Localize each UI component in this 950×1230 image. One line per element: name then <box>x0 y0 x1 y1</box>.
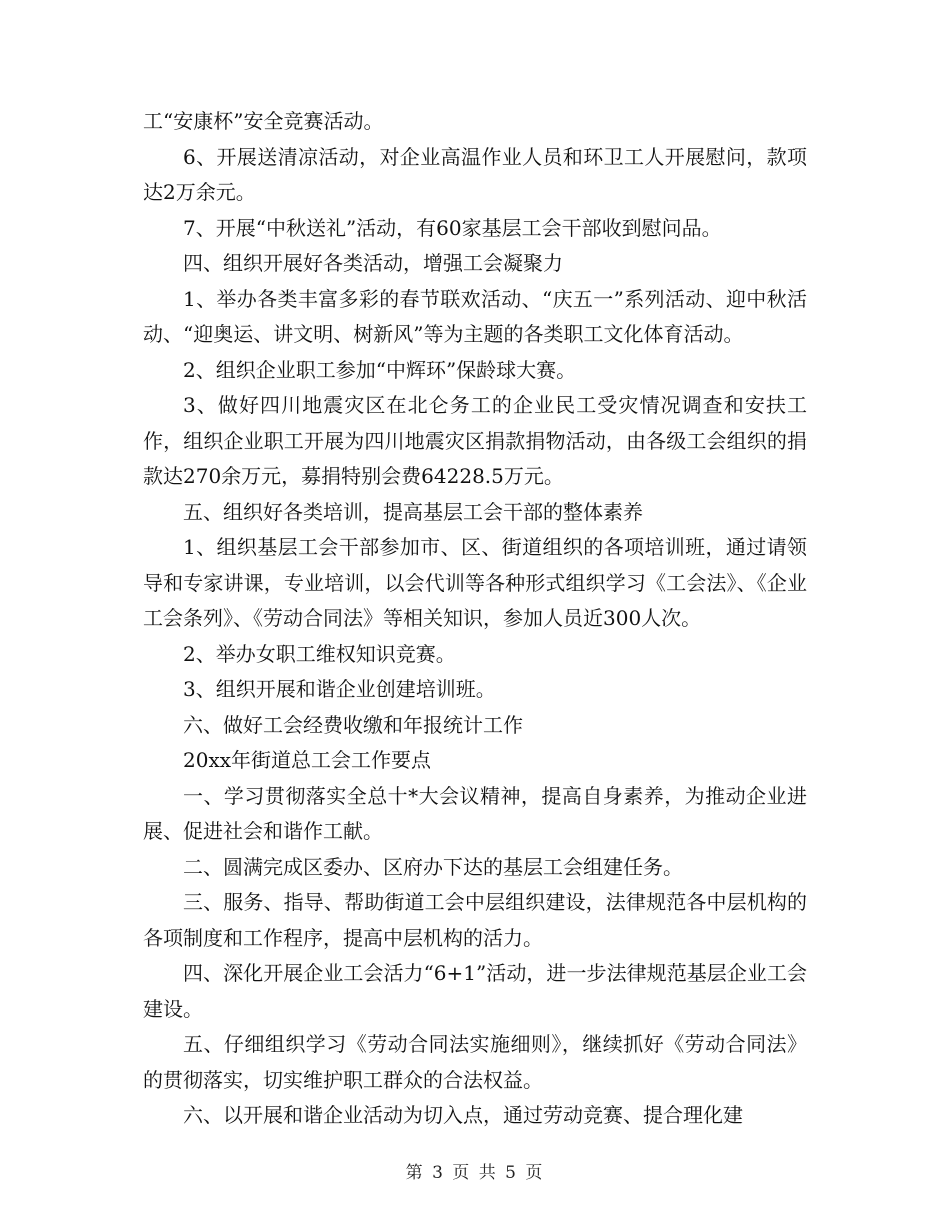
document-body <box>143 104 807 1134</box>
section-heading: 五、组织好各类培训，提高基层工会干部的整体素养 <box>183 499 643 524</box>
paragraph: 1、举办各类丰富多彩的春节联欢活动、“庆五一”系列活动、迎中秋活动、“迎奥运、讲文明、树新风”等为主题的各类职工文化体育活动。 <box>143 286 807 346</box>
section-heading: 六、做好工会经费收缴和年报统计工作 <box>183 712 523 737</box>
paragraph: 三、服务、指导、帮助街道工会中层组织建设，法律规范各中层机构的各项制度和工作程序，提高中层机构的活力。 <box>143 890 807 950</box>
section-heading: 四、组织开展好各类活动，增强工会凝聚力 <box>183 251 563 275</box>
paragraph: 六、以开展和谐企业活动为切入点，通过劳动竞赛、提合理化建 <box>183 1103 743 1127</box>
document-subtitle: 20xx年街道总工会工作要点 <box>183 748 432 772</box>
paragraph: 1、组织基层工会干部参加市、区、街道组织的各项培训班，通过请领导和专家讲课，专业培训，以会代训等各种形式组织学习《工会法》、《企业工会条列》、《劳动合同法》等相关知识，参加人员近300人次。 <box>143 535 807 630</box>
paragraph: 五、仔细组织学习《劳动合同法实施细则》，继续抓好《劳动合同法》的贯彻落实，切实维护职工群众的合法权益。 <box>143 1032 807 1092</box>
paragraph: 3、组织开展和谐企业创建培训班。 <box>183 677 496 701</box>
paragraph: 2、举办女职工维权知识竞赛。 <box>183 641 456 666</box>
paragraph: 一、学习贯彻落实全总十*大会议精神，提高自身素养，为推动企业进展、促进社会和谐作工献。 <box>143 783 807 843</box>
paragraph: 工“安康杯”安全竞赛活动。 <box>143 109 384 133</box>
paragraph: 2、组织企业职工参加“中辉环”保龄球大赛。 <box>183 357 577 382</box>
paragraph: 二、圆满完成区委办、区府办下达的基层工会组建任务。 <box>183 854 683 879</box>
page-footer: 第 3 页 共 5 页 <box>405 1163 545 1183</box>
paragraph: 7、开展“中秋送礼”活动，有60家基层工会干部收到慰问品。 <box>183 215 722 240</box>
paragraph: 6、开展送清凉活动，对企业高温作业人员和环卫工人开展慰问，款项达2万余元。 <box>143 144 807 204</box>
paragraph: 3、做好四川地震灾区在北仑务工的企业民工受灾情况调查和安扶工作，组织企业职工开展为四川地震灾区捐款捐物活动，由各级工会组织的捐款达270余万元，募捐特别会费64228.5万元。 <box>143 393 807 488</box>
paragraph: 四、深化开展企业工会活力“6+1”活动，进一步法律规范基层企业工会建设。 <box>143 961 807 1021</box>
